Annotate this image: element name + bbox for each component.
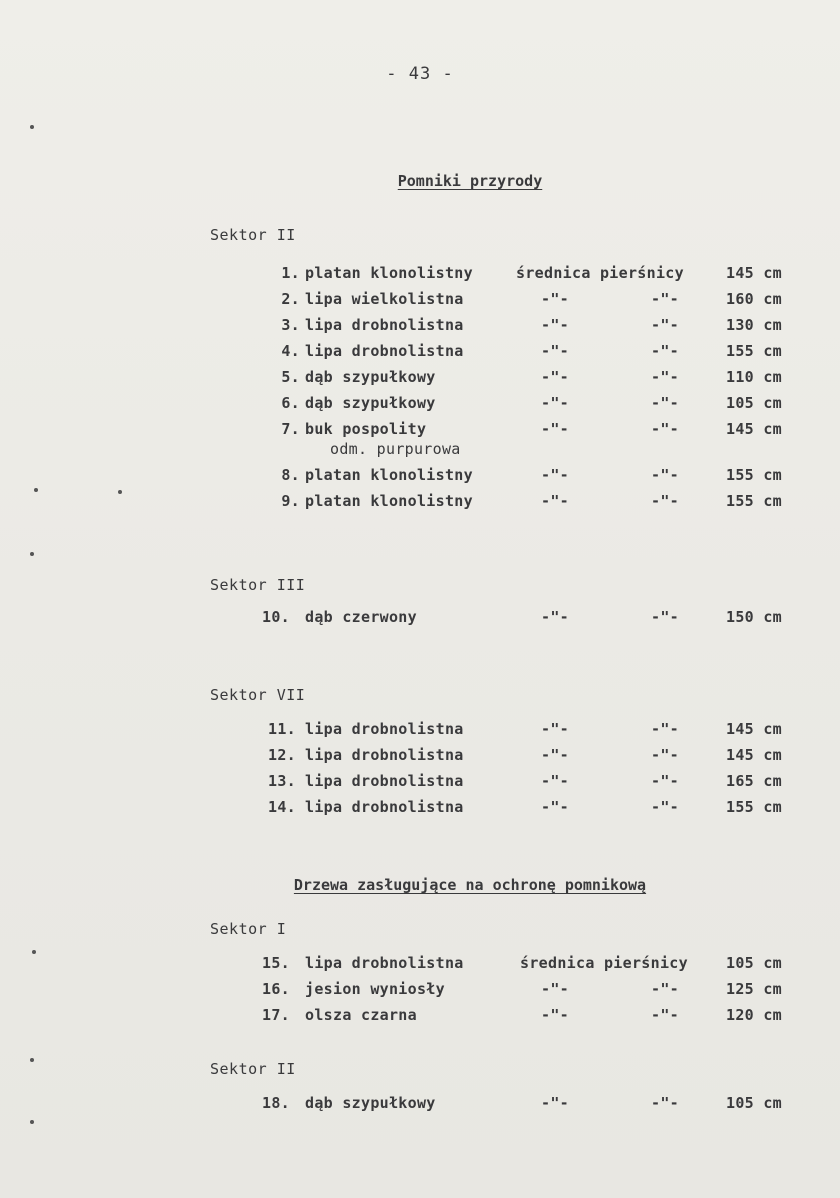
row-number: 18. [262,1094,290,1112]
table-row-continuation [0,440,840,460]
tree-name: lipa drobnolistna [305,720,464,738]
tree-name: dąb czerwony [305,608,417,626]
table-row [0,342,840,362]
diameter-value: 145 cm [726,720,782,738]
sector-label: Sektor III [210,576,306,594]
tree-name: dąb szypułkowy [305,368,436,386]
tree-name: olsza czarna [305,1006,417,1024]
row-number: 12. [268,746,296,764]
diameter-value: 155 cm [726,342,782,360]
table-row [0,746,840,766]
heading-natural-monuments: Pomniki przyrody [397,172,543,190]
ditto-mark: -"- [651,492,679,510]
tree-name: dąb szypułkowy [305,1094,436,1112]
ditto-mark: -"- [651,980,679,998]
diameter-value: 155 cm [726,466,782,484]
diameter-value: 145 cm [726,746,782,764]
table-row [0,720,840,740]
table-row [0,980,840,1000]
tree-name: platan klonolistny [305,466,473,484]
tree-name: buk pospolity [305,420,427,438]
page-number: - 43 - [386,64,454,84]
table-row [0,368,840,388]
sector-label: Sektor I [210,920,287,938]
sector-label: Sektor VII [210,686,306,704]
ditto-mark: -"- [651,368,679,386]
row-number: 13. [268,772,296,790]
ditto-mark: -"- [651,772,679,790]
scan-speck [30,1120,34,1124]
diameter-value: 150 cm [726,608,782,626]
ditto-mark: -"- [651,316,679,334]
ditto-mark: -"- [651,290,679,308]
row-number: 11. [268,720,296,738]
row-number: 1. [281,264,300,282]
ditto-mark: -"- [541,746,569,764]
row-number: 2. [281,290,300,308]
ditto-mark: -"- [541,368,569,386]
heading-trees-worth-protection: Drzewa zasługujące na ochronę pomnikową [293,876,647,894]
ditto-mark: -"- [651,1006,679,1024]
ditto-mark: -"- [541,980,569,998]
tree-name: dąb szypułkowy [305,394,436,412]
ditto-mark: -"- [541,342,569,360]
ditto-mark: -"- [541,772,569,790]
sector-label: Sektor II [210,226,296,244]
table-row [0,954,840,974]
table-row [0,466,840,486]
table-row [0,772,840,792]
tree-variety: odm. purpurowa [330,440,461,458]
table-row [0,394,840,414]
ditto-mark: -"- [541,420,569,438]
ditto-mark: -"- [651,1094,679,1112]
ditto-mark: -"- [651,342,679,360]
row-number: 7. [281,420,300,438]
ditto-mark: -"- [541,1094,569,1112]
diameter-value: 105 cm [726,394,782,412]
column-header: średnica pierśnicy [516,264,684,282]
tree-name: lipa drobnolistna [305,342,464,360]
row-number: 3. [281,316,300,334]
ditto-mark: -"- [651,466,679,484]
ditto-mark: -"- [541,798,569,816]
row-number: 5. [281,368,300,386]
ditto-mark: -"- [541,466,569,484]
tree-name: lipa wielkolistna [305,290,464,308]
diameter-value: 165 cm [726,772,782,790]
diameter-value: 145 cm [726,264,782,282]
scan-speck [30,552,34,556]
row-number: 6. [281,394,300,412]
table-row [0,290,840,310]
ditto-mark: -"- [651,394,679,412]
ditto-mark: -"- [651,746,679,764]
row-number: 10. [262,608,290,626]
diameter-value: 160 cm [726,290,782,308]
scan-speck [32,950,36,954]
tree-name: lipa drobnolistna [305,746,464,764]
ditto-mark: -"- [541,394,569,412]
ditto-mark: -"- [541,608,569,626]
tree-name: platan klonolistny [305,492,473,510]
scan-speck [118,490,122,494]
row-number: 9. [281,492,300,510]
tree-name: lipa drobnolistna [305,954,464,972]
table-row [0,608,840,628]
table-row [0,420,840,440]
ditto-mark: -"- [651,608,679,626]
sector-label: Sektor II [210,1060,296,1078]
ditto-mark: -"- [541,316,569,334]
ditto-mark: -"- [541,720,569,738]
ditto-mark: -"- [651,420,679,438]
diameter-value: 125 cm [726,980,782,998]
diameter-value: 105 cm [726,1094,782,1112]
row-number: 17. [262,1006,290,1024]
column-header: średnica pierśnicy [520,954,688,972]
ditto-mark: -"- [541,290,569,308]
diameter-value: 145 cm [726,420,782,438]
diameter-value: 105 cm [726,954,782,972]
diameter-value: 120 cm [726,1006,782,1024]
row-number: 14. [268,798,296,816]
ditto-mark: -"- [541,1006,569,1024]
table-row [0,1006,840,1026]
table-row [0,1094,840,1114]
row-number: 15. [262,954,290,972]
diameter-value: 110 cm [726,368,782,386]
table-row [0,798,840,818]
tree-name: platan klonolistny [305,264,473,282]
table-row [0,264,840,284]
tree-name: lipa drobnolistna [305,316,464,334]
diameter-value: 155 cm [726,798,782,816]
row-number: 8. [281,466,300,484]
ditto-mark: -"- [651,720,679,738]
scan-speck [34,488,38,492]
scan-speck [30,125,34,129]
row-number: 4. [281,342,300,360]
diameter-value: 130 cm [726,316,782,334]
ditto-mark: -"- [541,492,569,510]
scan-speck [30,1058,34,1062]
table-row [0,316,840,336]
ditto-mark: -"- [651,798,679,816]
diameter-value: 155 cm [726,492,782,510]
table-row [0,492,840,512]
tree-name: lipa drobnolistna [305,798,464,816]
row-number: 16. [262,980,290,998]
tree-name: lipa drobnolistna [305,772,464,790]
tree-name: jesion wyniosły [305,980,445,998]
